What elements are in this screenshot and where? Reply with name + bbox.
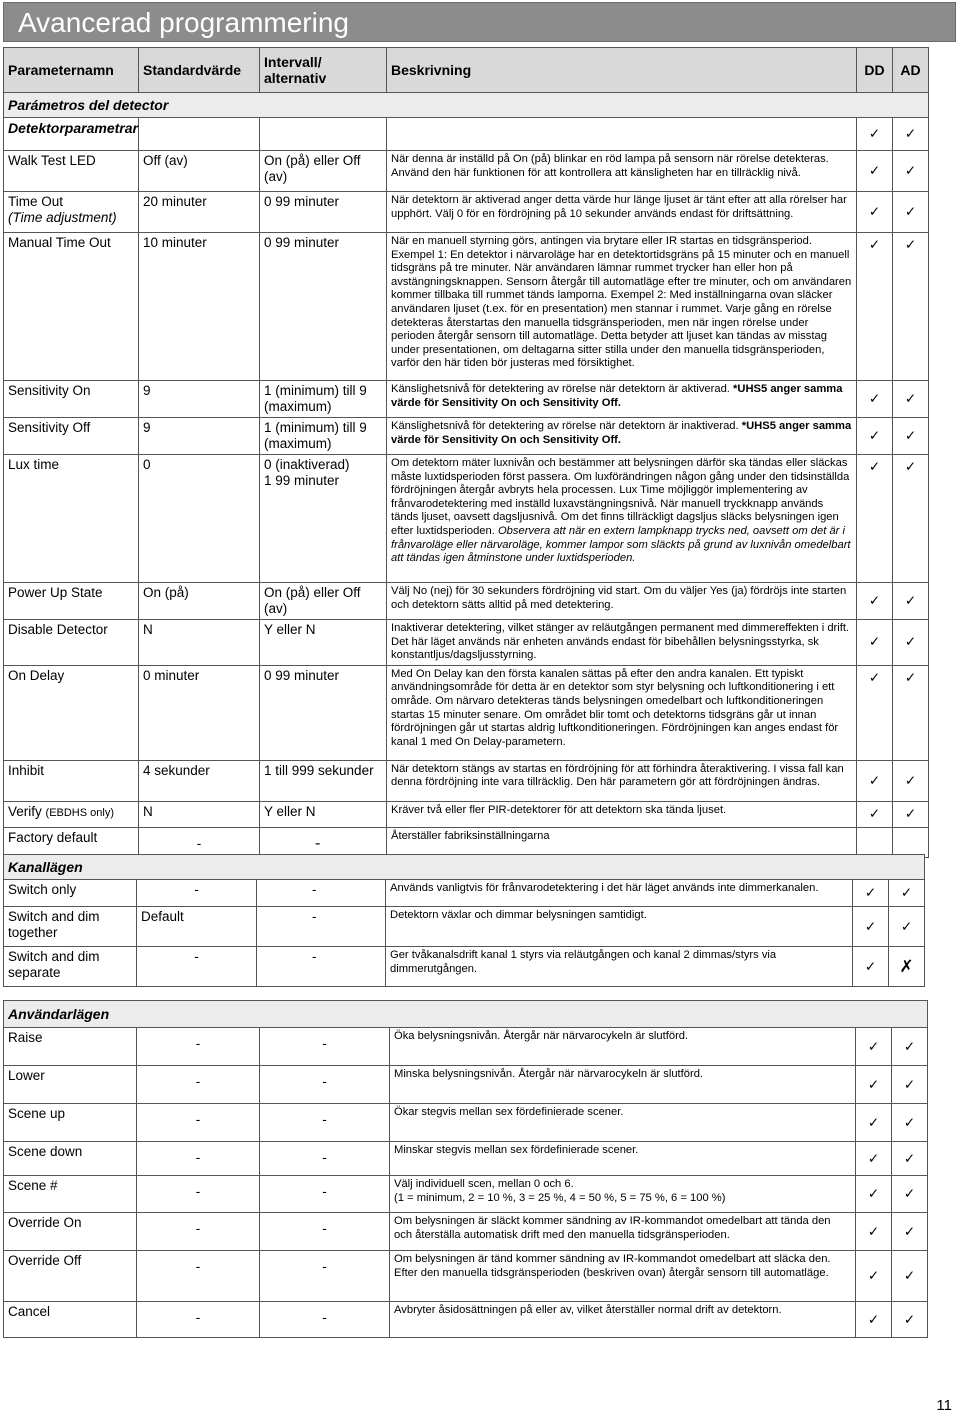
dd-check-icon: ✓ [856,1142,892,1176]
ad-check-icon: ✓ [889,880,925,907]
mode-range: - [260,1066,390,1104]
param-default: 10 minuter [139,233,260,381]
table-row [4,1213,928,1251]
dd-check-icon: ✓ [853,880,889,907]
param-default: 0 minuter [139,665,260,760]
table-row [4,907,925,947]
mode-range: - [260,1104,390,1142]
param-description: Känslighetsnivå för detektering av rörelse när detektorn är inaktiverad. [391,420,739,432]
param-name: Disable Detector [4,620,139,666]
dd-check-icon: ✓ [857,801,893,827]
table-row [4,760,929,801]
table-row [4,1104,928,1142]
ad-check-icon: ✓ [892,1176,928,1213]
dd-check-icon: ✓ [857,583,893,620]
dd-check-icon: ✓ [857,233,893,381]
param-description: Känslighetsnivå för detektering av rörelse när detektorn är aktiverad. [391,383,730,395]
table-row [4,1302,928,1338]
param-name: Inhibit [4,760,139,801]
param-default: 20 minuter [139,192,260,233]
column-header-row [4,48,929,93]
table-row [4,665,929,760]
mode-default: - [137,1302,260,1338]
param-default: N [139,801,260,827]
param-description: När detektorn är aktiverad anger detta värde hur länge ljuset är tänt efter att alla rörelser har upphört. Välj 0 för en fördröjning på 10 sekunder används endast för driftsättning. [387,192,857,233]
ad-check-icon: ✓ [893,760,929,801]
ad-check-icon: ✓ [893,455,929,583]
param-name-cell [4,801,139,827]
param-name: Time Out [8,194,64,209]
ad-check-icon: ✓ [893,151,929,192]
mode-description: Välj individuell scen, mellan 0 och 6. [394,1178,574,1190]
ad-check-icon: ✓ [893,665,929,760]
section-title: Kanallägen [4,855,925,880]
param-name: Factory default [4,827,139,857]
param-default: 9 [139,381,260,418]
param-name-sub: (Time adjustment) [8,210,117,225]
table-row [4,880,925,907]
page-title: Avancerad programmering [18,7,349,38]
table-row [4,233,929,381]
dd-check-icon: ✓ [853,907,889,947]
mode-description: Öka belysningsnivån. Återgår när närvarocykeln är slutförd. [390,1028,856,1066]
param-range: 1 till 999 sekunder [260,760,387,801]
dd-check-icon: ✓ [856,1066,892,1104]
mode-range: - [260,1142,390,1176]
page-header-bar [3,2,956,42]
page-number: 11 [936,1397,952,1414]
table-row [4,455,929,583]
mode-name: Scene up [4,1104,137,1142]
mode-range: - [257,907,386,947]
mode-name: Lower [4,1066,137,1104]
table-row [4,192,929,233]
mode-description: Minskar stegvis mellan sex fördefinierade scener. [390,1142,856,1176]
ad-check-icon: ✓ [889,907,925,947]
section-title: Parámetros del detector [4,93,929,118]
mode-description: Avbryter åsidosättningen på eller av, vilket återställer normal drift av detektorn. [390,1302,856,1338]
ad-cross-icon: ✗ [889,947,925,987]
dd-check-icon: ✓ [856,1028,892,1066]
param-description-cell [387,418,857,455]
table-row [4,1028,928,1066]
dd-check-icon: ✓ [857,665,893,760]
param-description-cell [387,455,857,583]
mode-name: Switch and dim together [4,907,137,947]
mode-range: - [257,947,386,987]
mode-name: Scene # [4,1176,137,1213]
mode-description: Minska belysningsnivån. Återgår när närvarocykeln är slutförd. [390,1066,856,1104]
param-range: 1 (minimum) till 9 (maximum) [260,381,387,418]
ad-check-icon: ✓ [892,1028,928,1066]
mode-description: Används vanligtvis för frånvarodetektering i det här läget används inte dimmerkanalen. [386,880,853,907]
table-row [4,381,929,418]
param-description: När denna är inställd på On (på) blinkar en röd lampa på sensorn när rörelse detekteras. Använd den här funktionen för att kontrollera att känsligheten har en tillräcklig nivå. [387,151,857,192]
dd-check-icon: ✓ [856,1104,892,1142]
param-default: 4 sekunder [139,760,260,801]
section-row [4,93,929,118]
table-row [4,1142,928,1176]
section-title: Användarlägen [4,1001,928,1028]
mode-default: Default [137,907,257,947]
mode-description-cell [390,1176,856,1213]
ad-check-icon: ✓ [892,1066,928,1104]
dd-check-icon: ✓ [857,455,893,583]
col-header-range: Intervall/ alternativ [260,48,387,93]
param-default: N [139,620,260,666]
param-description: Om detektorn mäter luxnivån och bestämmer att belysningen därför ska tändas eller släckas måste luxtidsperioden först passera. Om luxförändringen någon gång under den tidsinställda fördröjningen återgår avbryts hela processen. Lux Time möjliggör implementering av frånvarodetektering med inställd luxavstängningsnivå. När manuell tryckknapp används tänds ljuset, oavsett dagsljusnivå. Om det finns tillräckligt dagsljus släcks belysningen igen efter luxtidsperioden. [391,457,850,537]
section-row [4,855,925,880]
ad-check-icon: ✓ [892,1104,928,1142]
col-header-name: Parameternamn [4,48,139,93]
mode-default: - [137,1176,260,1213]
param-default: 9 [139,418,260,455]
mode-name: Cancel [4,1302,137,1338]
param-default: 0 [139,455,260,583]
table-row [4,1176,928,1213]
table-row [4,583,929,620]
param-range: 0 (inaktiverad) [264,457,350,472]
param-description: Inaktiverar detektering, vilket stänger av reläutgången permanent med dimmereffekten i drift. Det här läget används när enheten används endast för bibehållen belysningsstyrka, sk konstantljus/dagsljusstyrning. [387,620,857,666]
ad-check-icon: ✓ [893,233,929,381]
param-name: Power Up State [4,583,139,620]
mode-default: - [137,1066,260,1104]
mode-range: - [260,1213,390,1251]
mode-default: - [137,947,257,987]
param-name: Walk Test LED [4,151,139,192]
dd-check-icon: ✓ [857,760,893,801]
param-description: Kräver två eller fler PIR-detektorer för att detektorn ska tända ljuset. [387,801,857,827]
mode-name: Raise [4,1028,137,1066]
param-description: När en manuell styrning görs, antingen via brytare eller IR startas en tidsgränsperiod. Exempel 1: En detektor i närvaroläge har en detektortidsgräns på 15 minuter och en manuell tidsgräns på tre minuter. När användaren lämnar rummet trycker han eller hon på avstängningsknappen. Sensorn återgår till automatläge efter tre minuter, och om användaren kommer tillbaka till rummet tänds lamporna. Exempel 2: Med inställningarna ovan släcker användaren ljuset (t.ex. för en presentation) men stannar i rummet. Varje gång en rörelse detekteras återstartas den manuella tidsgränsperioden, men när ingen rörelse under perioden återgår sensorn till automatläge. Detta betyder att ljuset kan tändas av misstag under presentationen, om deltagarna sitter stilla under den manuella tidsgränsperioden, varför den här tiden bör justeras med försiktighet. [387,233,857,381]
param-range: 0 99 minuter [260,192,387,233]
mode-description: Detektorn växlar och dimmar belysningen samtidigt. [386,907,853,947]
ad-check-icon: ✓ [892,1213,928,1251]
detector-parameter-table [3,47,929,858]
mode-description: Ökar stegvis mellan sex fördefinierade scener. [390,1104,856,1142]
mode-name: Scene down [4,1142,137,1176]
mode-description: Om belysningen är släckt kommer sändning av IR-kommandot omedelbart att tända den och återställa automatisk drift med den manuella tidsgränsperioden. [390,1213,856,1251]
section-row [4,1001,928,1028]
ad-check-icon: ✓ [893,381,929,418]
param-description: Återställer fabriksinställningarna [387,827,857,857]
param-name: Sensitivity Off [4,418,139,455]
dd-check-icon: ✓ [856,1213,892,1251]
param-range: 0 99 minuter [260,233,387,381]
mode-default: - [137,1028,260,1066]
ad-check-icon: ✓ [893,583,929,620]
param-name: Lux time [4,455,139,583]
param-range: Y eller N [260,620,387,666]
param-range: On (på) eller Off (av) [260,151,387,192]
param-range-cell [260,455,387,583]
mode-default: - [137,1142,260,1176]
dd-check-icon: ✓ [856,1176,892,1213]
mode-description: Om belysningen är tänd kommer sändning av IR-kommandot omedelbart att släcka den. Efter den manuella tidsgränsperioden (beskriven ovan) återgår sensorn till automatläge. [390,1251,856,1302]
param-default: On (på) [139,583,260,620]
dd-check-icon: ✓ [856,1251,892,1302]
mode-range: - [257,880,386,907]
param-name: Sensitivity On [4,381,139,418]
param-range: 0 99 minuter [260,665,387,760]
mode-name: Switch only [4,880,137,907]
ad-check-icon: ✓ [892,1251,928,1302]
user-mode-table [3,1000,928,1338]
param-default: Off (av) [139,151,260,192]
dd-check-icon: ✓ [853,947,889,987]
col-header-desc: Beskrivning [387,48,857,93]
param-name-cell [4,192,139,233]
mode-range: - [260,1028,390,1066]
mode-default: - [137,1104,260,1142]
param-name-note: (EBDHS only) [45,806,114,819]
dd-check-icon: ✓ [857,381,893,418]
mode-name: Override On [4,1213,137,1251]
param-range: 1 (minimum) till 9 (maximum) [260,418,387,455]
param-range: - [315,834,321,852]
table-row [4,801,929,827]
param-name: Manual Time Out [4,233,139,381]
dd-check-icon: ✓ [857,118,893,151]
param-range-2: 1 99 minuter [264,473,340,488]
ad-check-icon: ✓ [893,620,929,666]
mode-range: - [260,1302,390,1338]
param-range: Y eller N [260,801,387,827]
mode-default: - [137,880,257,907]
param-description: Välj No (nej) för 30 sekunders fördröjning vid start. Om du väljer Yes (ja) fördröjs inte starten och detektorn sätts alltid på med detektering. [387,583,857,620]
mode-name: Switch and dim separate [4,947,137,987]
table-row [4,1251,928,1302]
mode-default: - [137,1251,260,1302]
param-description-note: Observera att när en extern lampknapp trycks ned, oavsett om det är i frånvaroläge eller närvaroläge, kommer lampor som släckts på grund av luxnivån omedelbart att tändas igen åtminstone under luxtidsperioden. [391,524,851,565]
dd-check-icon: ✓ [856,1302,892,1338]
mode-range: - [260,1176,390,1213]
col-header-ad: AD [893,48,929,93]
table-row [4,620,929,666]
param-name: Verify [8,803,42,819]
mode-default: - [137,1213,260,1251]
param-range: On (på) eller Off (av) [260,583,387,620]
channel-mode-table [3,854,925,987]
param-description: När detektorn stängs av startas en fördröjning för att förhindra återaktivering. I vissa fall kan denna fördröjning inte vara tillräcklig. Den här parametern gör att fördröjningen ändras. [387,760,857,801]
dd-check-icon: ✓ [857,151,893,192]
param-description-cell [387,381,857,418]
col-header-dd: DD [857,48,893,93]
param-default: - [139,827,260,857]
ad-check-icon: ✓ [893,801,929,827]
param-description: Med On Delay kan den första kanalen sättas på efter den andra kanalen. Ett typiskt användningsområde för detta är en detektor som styr belysning och luftkonditionering i ett område. Om närvaro detekteras tänds belysningen omedelbart och luftkonditioneringen startas 15 minuter senare. Om området blir tomt och detektorns tidsgräns går ut innan fördröjningen går ut startas aldrig luftkonditioneringen. Fördröjningen kan anges endast för kanal 1 med On Delay-parametern. [387,665,857,760]
table-row [4,947,925,987]
mode-description: Ger tvåkanalsdrift kanal 1 styrs via reläutgången och kanal 2 dimmas/styrs via dimmerutgången. [386,947,853,987]
mode-description-2: (1 = minimum, 2 = 10 %, 3 = 25 %, 4 = 50 %, 5 = 75 %, 6 = 100 %) [394,1191,726,1204]
mode-name: Override Off [4,1251,137,1302]
param-description-note: *UHS5 anger samma värde för Sensitivity On och Sensitivity Off. [391,383,843,409]
table-row [4,827,929,857]
subsection-title: Detektorparametrar [4,118,139,151]
ad-check-icon: ✓ [893,418,929,455]
dd-check-icon: ✓ [857,418,893,455]
param-range-cell [260,827,387,857]
param-name: On Delay [4,665,139,760]
dd-check-icon: ✓ [857,620,893,666]
ad-check-icon: ✓ [893,192,929,233]
dd-check-icon: ✓ [857,192,893,233]
ad-check-icon: ✓ [892,1142,928,1176]
mode-range: - [260,1251,390,1302]
subsection-row [4,118,929,151]
ad-check-icon: ✓ [892,1302,928,1338]
table-row [4,151,929,192]
col-header-default: Standardvärde [139,48,260,93]
param-description-note: *UHS5 anger samma värde för Sensitivity On och Sensitivity Off. [391,420,852,446]
ad-check-icon: ✓ [893,118,929,151]
table-row [4,418,929,455]
table-row [4,1066,928,1104]
